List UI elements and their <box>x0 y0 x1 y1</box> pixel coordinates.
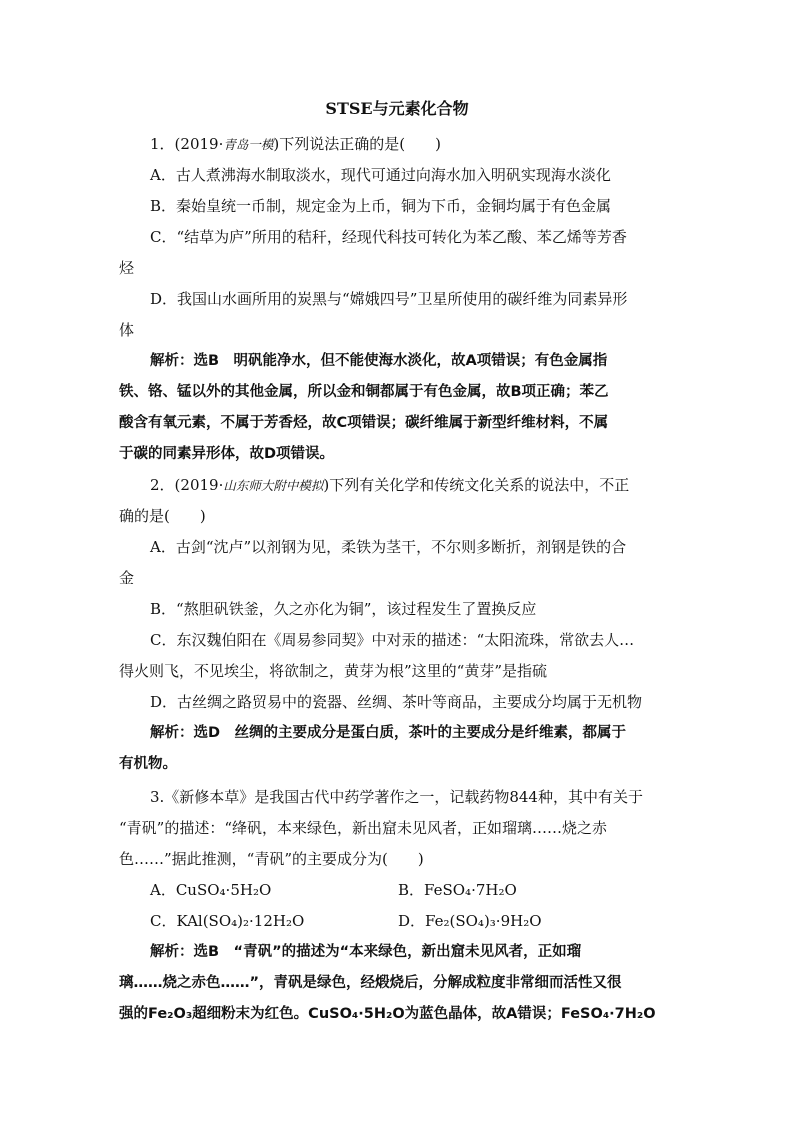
question-1-answer-line3: 酸含有氧元素，不属于芳香烃，故C项错误；碳纤维属于新型纤维材料，不属 <box>119 415 609 431</box>
question-3-answer-line3: 强的Fe₂O₃超细粉末为红色。CuSO₄·5H₂O为蓝色晶体，故A错误；FeSO₄·7H₂O <box>119 1006 656 1022</box>
question-3-stem-line2: “青矾”的描述：“绛矾，本来绿色，新出窟未见风者，正如瑠璃……烧之赤 <box>119 819 608 837</box>
question-2-option-d: D．古丝绸之路贸易中的瓷器、丝绸、茶叶等商品，主要成分均属于无机物 <box>150 693 643 711</box>
question-1-stem <box>150 134 706 155</box>
question-2-option-a-line1: A．古剑“沈卢”以剂钢为见，柔铁为茎干，不尔则多断折，剂钢是铁的合 <box>150 538 627 556</box>
question-2-option-b: B．“熬胆矾铁釜，久之亦化为铜”，该过程发生了置换反应 <box>150 600 537 618</box>
question-1-option-d-line2: 体 <box>119 321 135 339</box>
question-1-answer-line2: 铁、铬、锰以外的其他金属，所以金和铜都属于有色金属，故B项正确；苯乙 <box>119 384 609 400</box>
question-3-options-row1 <box>150 880 706 900</box>
question-3-option-d: D．Fe₂(SO₄)₃·9H₂O <box>398 912 542 930</box>
question-1-source: 青岛一模 <box>223 137 274 152</box>
question-1-option-d-line1: D．我国山水画所用的炭黑与“嫦娥四号”卫星所使用的碳纤维为同素异形 <box>150 290 628 308</box>
question-2-text: )下列有关化学和传统文化关系的说法中，不正 <box>323 476 630 494</box>
question-1-answer-line1: 解析：选B 明矾能净水，但不能使海水淡化，故A项错误；有色金属指 <box>150 353 608 369</box>
question-2-stem-line2: 确的是( ) <box>119 507 206 525</box>
question-1-option-b: B．秦始皇统一币制，规定金为上币，铜为下币，金铜均属于有色金属 <box>150 197 612 215</box>
question-1-answer-line4: 于碳的同素异形体，故D项错误。 <box>119 446 335 462</box>
question-2-number: 2．(2019· <box>150 476 224 494</box>
question-2-stem <box>150 475 706 496</box>
question-2-option-a-line2: 金 <box>119 569 135 587</box>
question-3-answer-line2: 璃……烧之赤色……”，青矾是绿色，经煅烧后，分解成粒度非常细而活性又很 <box>119 975 622 991</box>
question-1-option-c-line2: 烃 <box>119 259 135 277</box>
question-2-option-c-line1: C．东汉魏伯阳在《周易参同契》中对汞的描述：“太阳流珠，常欲去人… <box>150 631 635 649</box>
question-1-text: )下列说法正确的是( ) <box>273 135 441 153</box>
question-3-options-row2 <box>150 911 706 931</box>
question-2-answer-line1: 解析：选D 丝绸的主要成分是蛋白质，茶叶的主要成分是纤维素，都属于 <box>150 725 627 741</box>
question-2-answer-line2: 有机物。 <box>119 756 177 772</box>
question-3-stem-line3: 色……”据此推测，“青矾”的主要成分为( ) <box>119 850 424 868</box>
question-2-option-c-line2: 得火则飞，不见埃尘，将欲制之，黄芽为根”这里的“黄芽”是指硫 <box>119 662 548 680</box>
question-1-option-a: A．古人煮沸海水制取淡水，现代可通过向海水加入明矾实现海水淡化 <box>150 166 611 184</box>
question-3-option-b: B．FeSO₄·7H₂O <box>398 881 517 899</box>
question-3-stem-line1: 3.《新修本草》是我国古代中药学著作之一，记载药物844种，其中有关于 <box>150 788 643 806</box>
question-3-answer-line1: 解析：选B “青矾”的描述为“本来绿色，新出窟未见风者，正如瑠 <box>150 944 582 960</box>
question-1-option-c-line1: C．“结草为庐”所用的秸秆，经现代科技可转化为苯乙酸、苯乙烯等芳香 <box>150 228 627 246</box>
page-title: STSE与元素化合物 <box>325 99 469 118</box>
question-3-option-a: A．CuSO₄·5H₂O <box>150 881 272 899</box>
question-3-option-c: C．KAl(SO₄)₂·12H₂O <box>150 912 305 930</box>
question-1-number: 1．(2019· <box>150 135 224 153</box>
question-2-source: 山东师大附中模拟 <box>223 478 324 493</box>
